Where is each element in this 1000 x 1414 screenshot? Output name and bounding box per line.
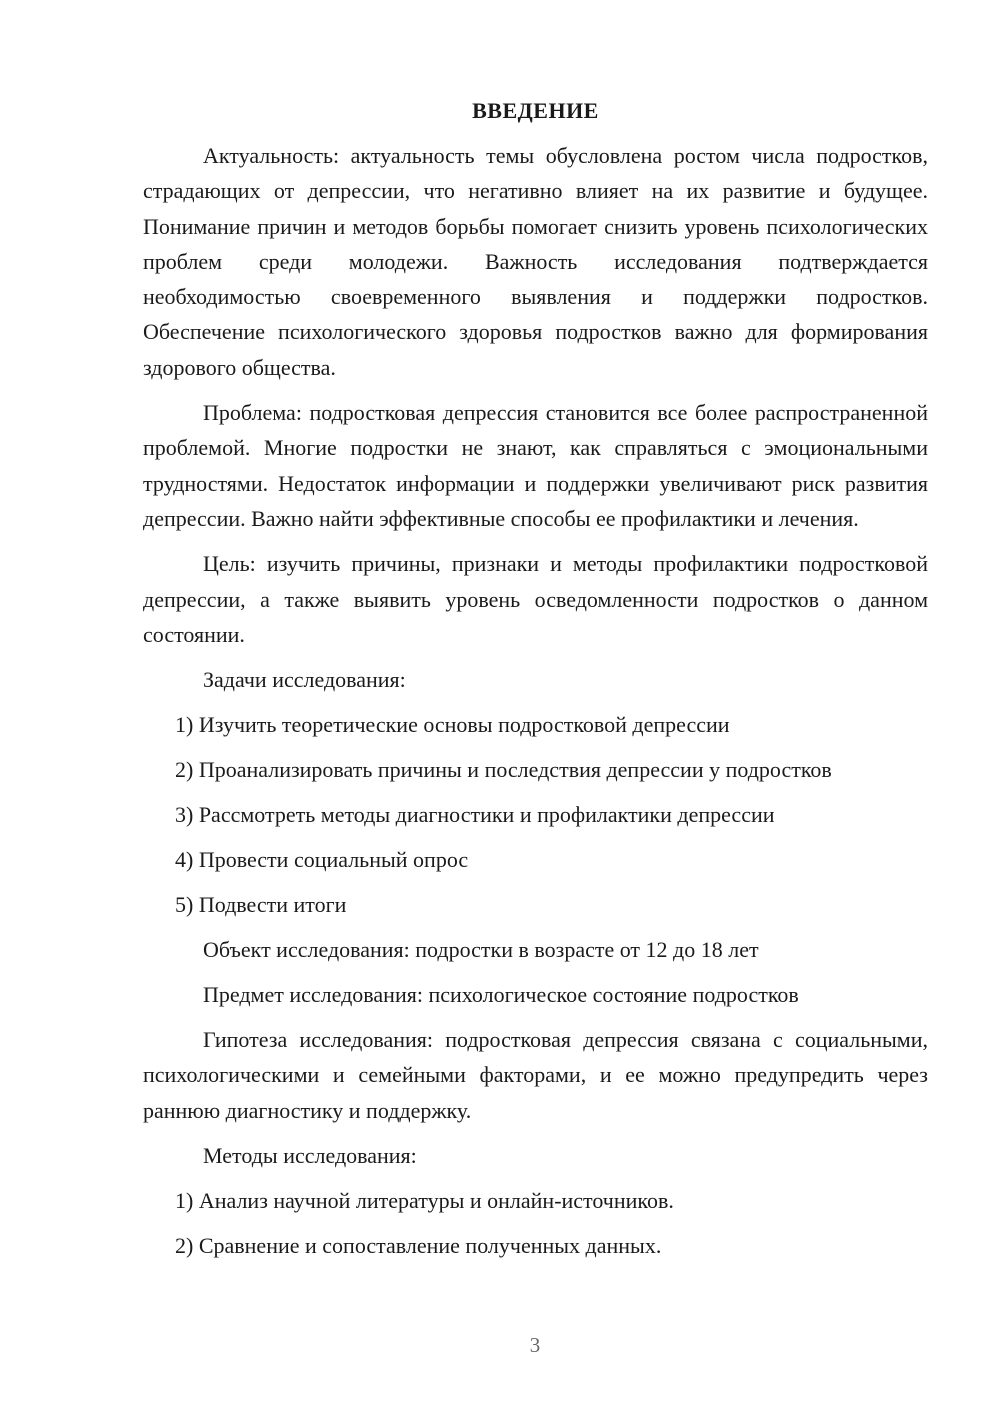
subject-line: Предмет исследования: психологическое состояние подростков [203, 982, 799, 1008]
list-item: 1) Анализ научной литературы и онлайн-источников. [175, 1188, 674, 1214]
list-item: 2) Проанализировать причины и последствия депрессии у подростков [175, 757, 832, 783]
object-line: Объект исследования: подростки в возрасте от 12 до 18 лет [203, 937, 759, 963]
list-item: 4) Провести социальный опрос [175, 847, 469, 873]
page-content [143, 96, 928, 1273]
methods-heading: Методы исследования: [203, 1143, 417, 1169]
list-item: 2) Сравнение и сопоставление полученных данных. [175, 1233, 662, 1259]
hypothesis-paragraph: Гипотеза исследования: подростковая депрессия связана с социальными, психологическими и семейными факторами, и ее можно предупредить через раннюю диагностику и поддержку. [143, 1027, 928, 1123]
relevance-paragraph: Актуальность: актуальность темы обусловлена ростом числа подростков, страдающих от депрессии, что негативно влияет на их развитие и будущее. Понимание причин и методов борьбы помогает снизить уровень психологических проблем среди молодежи. Важность исследования подтверждается необходимостью своевременного выявления и поддержки подростков. Обеспечение психологического здоровья подростков важно для формирования здорового общества. [143, 143, 928, 380]
methods-list [143, 1183, 928, 1263]
problem-paragraph: Проблема: подростковая депрессия становится все более распространенной проблемой. Многие подростки не знают, как справляться с эмоциональными трудностями. Недостаток информации и поддержки увеличивают риск развития депрессии. Важно найти эффективные способы ее профилактики и лечения. [143, 400, 928, 531]
tasks-heading: Задачи исследования: [203, 667, 406, 693]
list-item: 1) Изучить теоретические основы подростковой депрессии [175, 712, 730, 738]
tasks-list [143, 707, 928, 922]
page-title: ВВЕДЕНИЕ [472, 98, 599, 123]
list-item: 5) Подвести итоги [175, 892, 347, 918]
goal-paragraph: Цель: изучить причины, признаки и методы профилактики подростковой депрессии, а также выявить уровень осведомленности подростков о данном состоянии. [143, 551, 928, 647]
list-item: 3) Рассмотреть методы диагностики и профилактики депрессии [175, 802, 775, 828]
page-number: 3 [529, 1333, 541, 1357]
